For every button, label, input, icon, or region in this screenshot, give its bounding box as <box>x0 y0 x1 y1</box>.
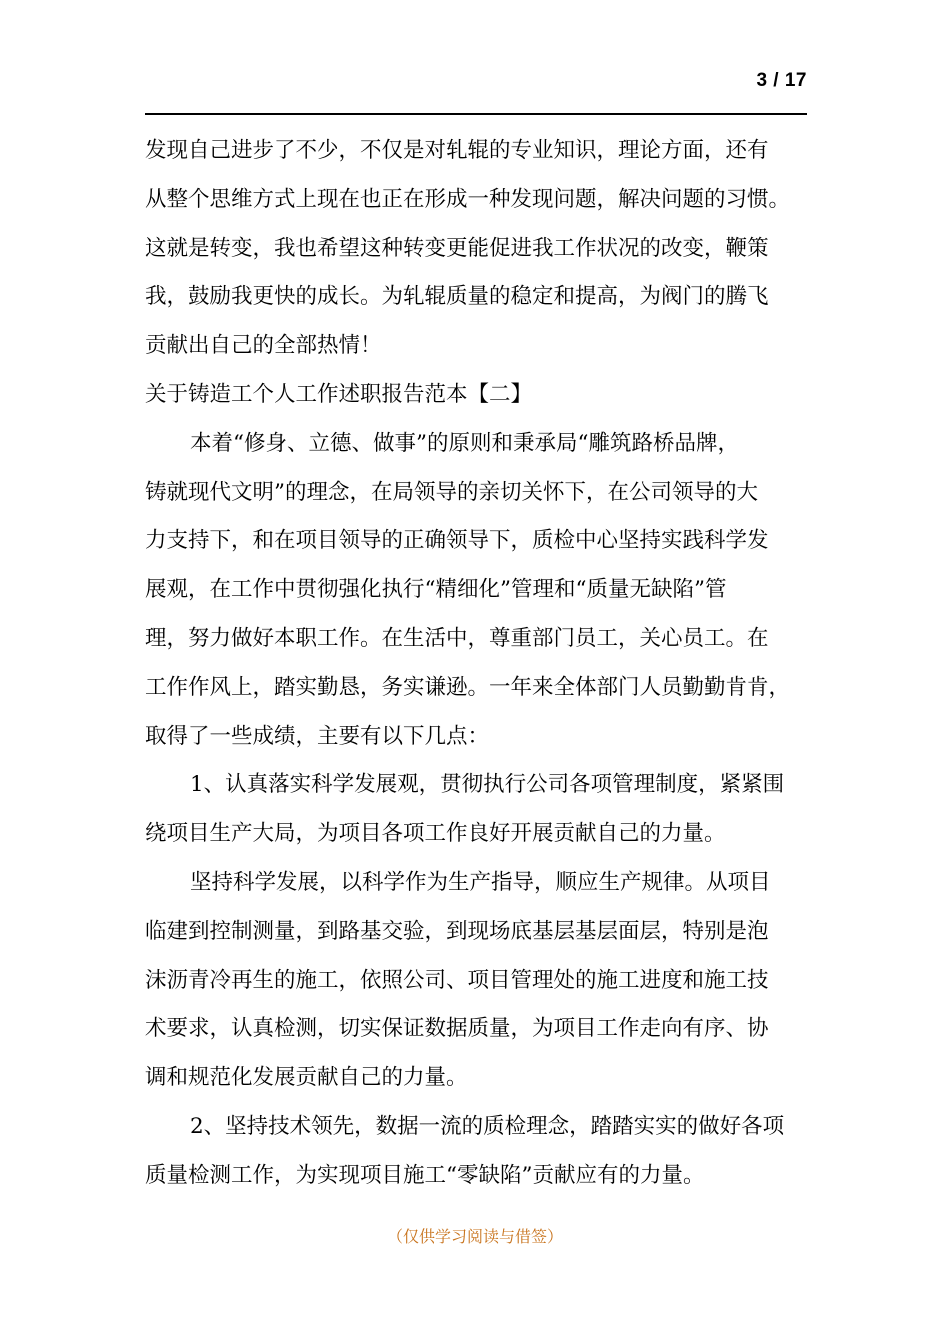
body-line: 坚持科学发展，以科学作为生产指导，顺应生产规律。从项目 <box>190 869 771 895</box>
body-line: 力支持下，和在项目领导的正确领导下，质检中心坚持实践科学发 <box>145 528 769 554</box>
footer-note: （仅供学习阅读与借签） <box>386 1227 563 1246</box>
body-line: 质量检测工作，为实现项目施工“零缺陷”贡献应有的力量。 <box>145 1162 705 1188</box>
body-line: 展观，在工作中贯彻强化执行“精细化”管理和“质量无缺陷”管 <box>145 577 727 603</box>
body-line: 取得了一些成绩，主要有以下几点： <box>145 723 490 749</box>
body-line: 理，努力做好本职工作。在生活中，尊重部门员工，关心员工。在 <box>145 625 769 651</box>
body-line: 我，鼓励我更快的成长。为轧辊质量的稳定和提高，为阀门的腾飞 <box>145 284 769 310</box>
body-line: 临建到控制测量，到路基交验，到现场底基层基层面层，特别是泡 <box>145 918 769 944</box>
document-body <box>145 127 810 1201</box>
body-line: 绕项目生产大局，为项目各项工作良好开展贡献自己的力量。 <box>145 821 726 847</box>
page-number: 3 / 17 <box>756 70 807 91</box>
body-line: 贡献出自己的全部热情！ <box>145 333 382 359</box>
body-line: 发现自己进步了不少，不仅是对轧辊的专业知识，理论方面，还有 <box>145 138 769 163</box>
body-line: 从整个思维方式上现在也正在形成一种发现问题，解决问题的习惯。 <box>145 186 791 212</box>
body-line: 本着“修身、立德、做事”的原则和秉承局“雕筑路桥品牌， <box>190 430 739 456</box>
header-divider <box>145 113 807 115</box>
body-line: 沫沥青冷再生的施工，依照公司、项目管理处的施工进度和施工技 <box>145 967 769 993</box>
body-line: 术要求，认真检测，切实保证数据质量，为项目工作走向有序、协 <box>145 1016 769 1042</box>
body-line: 调和规范化发展贡献自己的力量。 <box>145 1065 468 1091</box>
body-line: 这就是转变，我也希望这种转变更能促进我工作状况的改变，鞭策 <box>145 235 769 261</box>
body-line: 1、认真落实科学发展观，贯彻执行公司各项管理制度，紧紧围 <box>190 772 785 798</box>
body-line: 2、坚持技术领先，数据一流的质检理念，踏踏实实的做好各项 <box>190 1113 785 1139</box>
section-heading: 关于铸造工个人工作述职报告范本【二】 <box>145 381 533 407</box>
body-line: 工作作风上，踏实勤恳，务实谦逊。一年来全体部门人员勤勤肯肯， <box>145 674 791 700</box>
body-line: 铸就现代文明”的理念，在局领导的亲切关怀下，在公司领导的大 <box>145 479 758 505</box>
